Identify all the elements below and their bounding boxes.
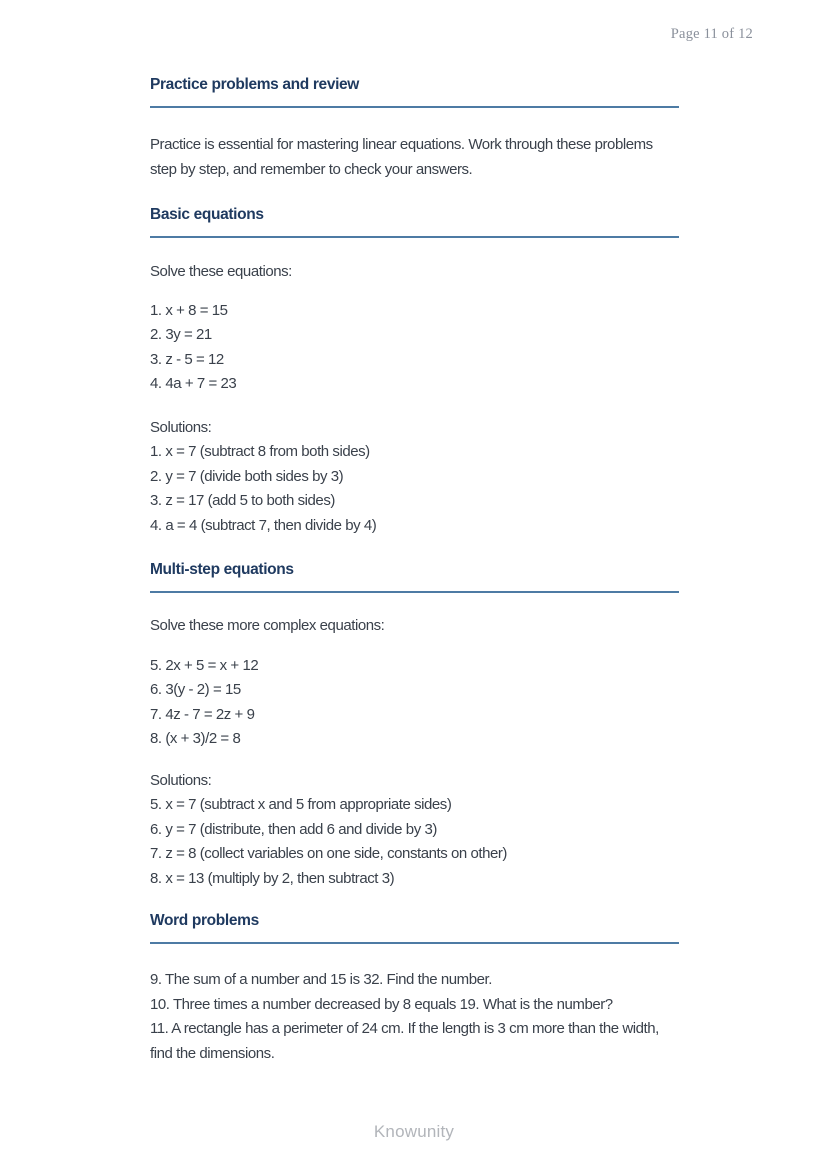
problem-line: 1. x + 8 = 15 xyxy=(150,301,228,319)
solution-line: 3. z = 17 (add 5 to both sides) xyxy=(150,492,335,509)
basic-prompt-line: Solve these equations: xyxy=(150,263,292,280)
word-problems-list xyxy=(150,968,679,1066)
problem-line: 6. 3(y - 2) = 15 xyxy=(150,681,241,698)
multi-step-prompt xyxy=(150,614,679,639)
intro-heading: Practice problems and review xyxy=(150,75,679,108)
multi-step-prompt-line: Solve these more complex equations: xyxy=(150,617,385,634)
intro-paragraph xyxy=(150,132,679,182)
problem-line: 7. 4z - 7 = 2z + 9 xyxy=(150,705,255,723)
solutions-label: Solutions: xyxy=(150,418,212,436)
document-content xyxy=(150,0,679,1066)
word-problems-heading: Word problems xyxy=(150,911,679,944)
page-number: Page 11 of 12 xyxy=(670,26,753,42)
solution-line: 2. y = 7 (divide both sides by 3) xyxy=(150,467,344,485)
solution-line: 6. y = 7 (distribute, then add 6 and divide by 3) xyxy=(150,820,437,838)
problem-line: 4. 4a + 7 = 23 xyxy=(150,375,237,392)
problem-line: 2. 3y = 21 xyxy=(150,326,212,343)
solution-line: 4. a = 4 (subtract 7, then divide by 4) xyxy=(150,516,377,534)
problem-line: 5. 2x + 5 = x + 12 xyxy=(150,656,259,674)
multi-step-problems-list xyxy=(150,654,679,752)
basic-prompt xyxy=(150,260,679,285)
multi-step-solutions-list xyxy=(150,769,679,892)
basic-solutions-list xyxy=(150,416,679,539)
word-problem-line: find the dimensions. xyxy=(150,1044,275,1062)
word-problem-line: 11. A rectangle has a perimeter of 24 cm. If the length is 3 cm more than the width, xyxy=(150,1020,659,1037)
solutions-label: Solutions: xyxy=(150,771,212,789)
footer-brand: Knowunity xyxy=(373,1122,455,1141)
basic-problems-list xyxy=(150,299,679,397)
word-problem-line: 9. The sum of a number and 15 is 32. Find the number. xyxy=(150,971,492,988)
problem-line: 8. (x + 3)/2 = 8 xyxy=(150,730,241,747)
solution-line: 5. x = 7 (subtract x and 5 from appropriate sides) xyxy=(150,796,452,813)
solution-line: 7. z = 8 (collect variables on one side, constants on other) xyxy=(150,845,507,862)
multi-step-heading: Multi-step equations xyxy=(150,560,679,593)
intro-paragraph-line: Practice is essential for mastering linear equations. Work through these problems xyxy=(150,136,653,153)
basic-equations-heading: Basic equations xyxy=(150,205,679,238)
solution-line: 8. x = 13 (multiply by 2, then subtract 3) xyxy=(150,869,395,887)
intro-paragraph-line: step by step, and remember to check your answers. xyxy=(150,161,473,178)
problem-line: 3. z - 5 = 12 xyxy=(150,350,224,368)
word-problem-line: 10. Three times a number decreased by 8 equals 19. What is the number? xyxy=(150,995,613,1013)
solution-line: 1. x = 7 (subtract 8 from both sides) xyxy=(150,443,370,460)
